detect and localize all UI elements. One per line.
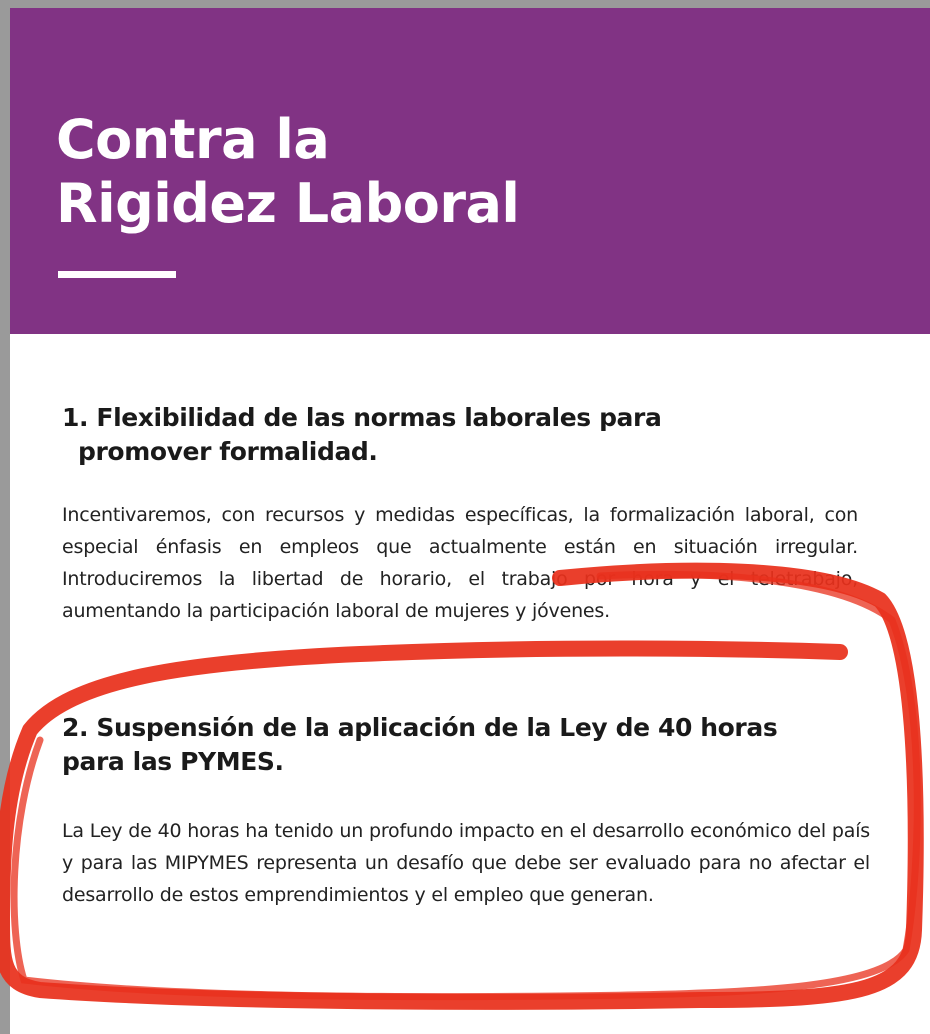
header-banner xyxy=(10,8,930,334)
section-2-heading-line-1: 2. Suspensión de la aplicación de la Ley de 40 horas xyxy=(62,713,778,742)
section-1-heading-line-1: 1. Flexibilidad de las normas laborales para xyxy=(62,403,662,432)
section-1-body: Incentivaremos, con recursos y medidas específicas, la formalización laboral, con especial énfasis en empleos que actualmente están en situación irregular. Introduciremos la libertad de horario, el trabajo por hora y el teletrabajo, aumentando la participación laboral de mujeres y jóvenes. xyxy=(62,504,858,622)
section-1-heading-line-2: promover formalidad. xyxy=(78,437,378,466)
document-page xyxy=(10,8,930,1034)
page-title xyxy=(56,108,519,236)
section-2-body: La Ley de 40 horas ha tenido un profundo impacto en el desarrollo económico del país y para las MIPYMES representa un desafío que debe ser evaluado para no afectar el desarrollo de estos emprendimientos y el empleo que generan. xyxy=(62,820,870,906)
section-1-heading xyxy=(62,401,902,469)
title-underline xyxy=(58,271,176,278)
section-2-heading-line-2: para las PYMES. xyxy=(62,747,284,776)
page-title-line-1: Contra la xyxy=(56,108,330,171)
section-2-heading xyxy=(62,711,912,779)
page-title-line-2: Rigidez Laboral xyxy=(56,172,520,235)
